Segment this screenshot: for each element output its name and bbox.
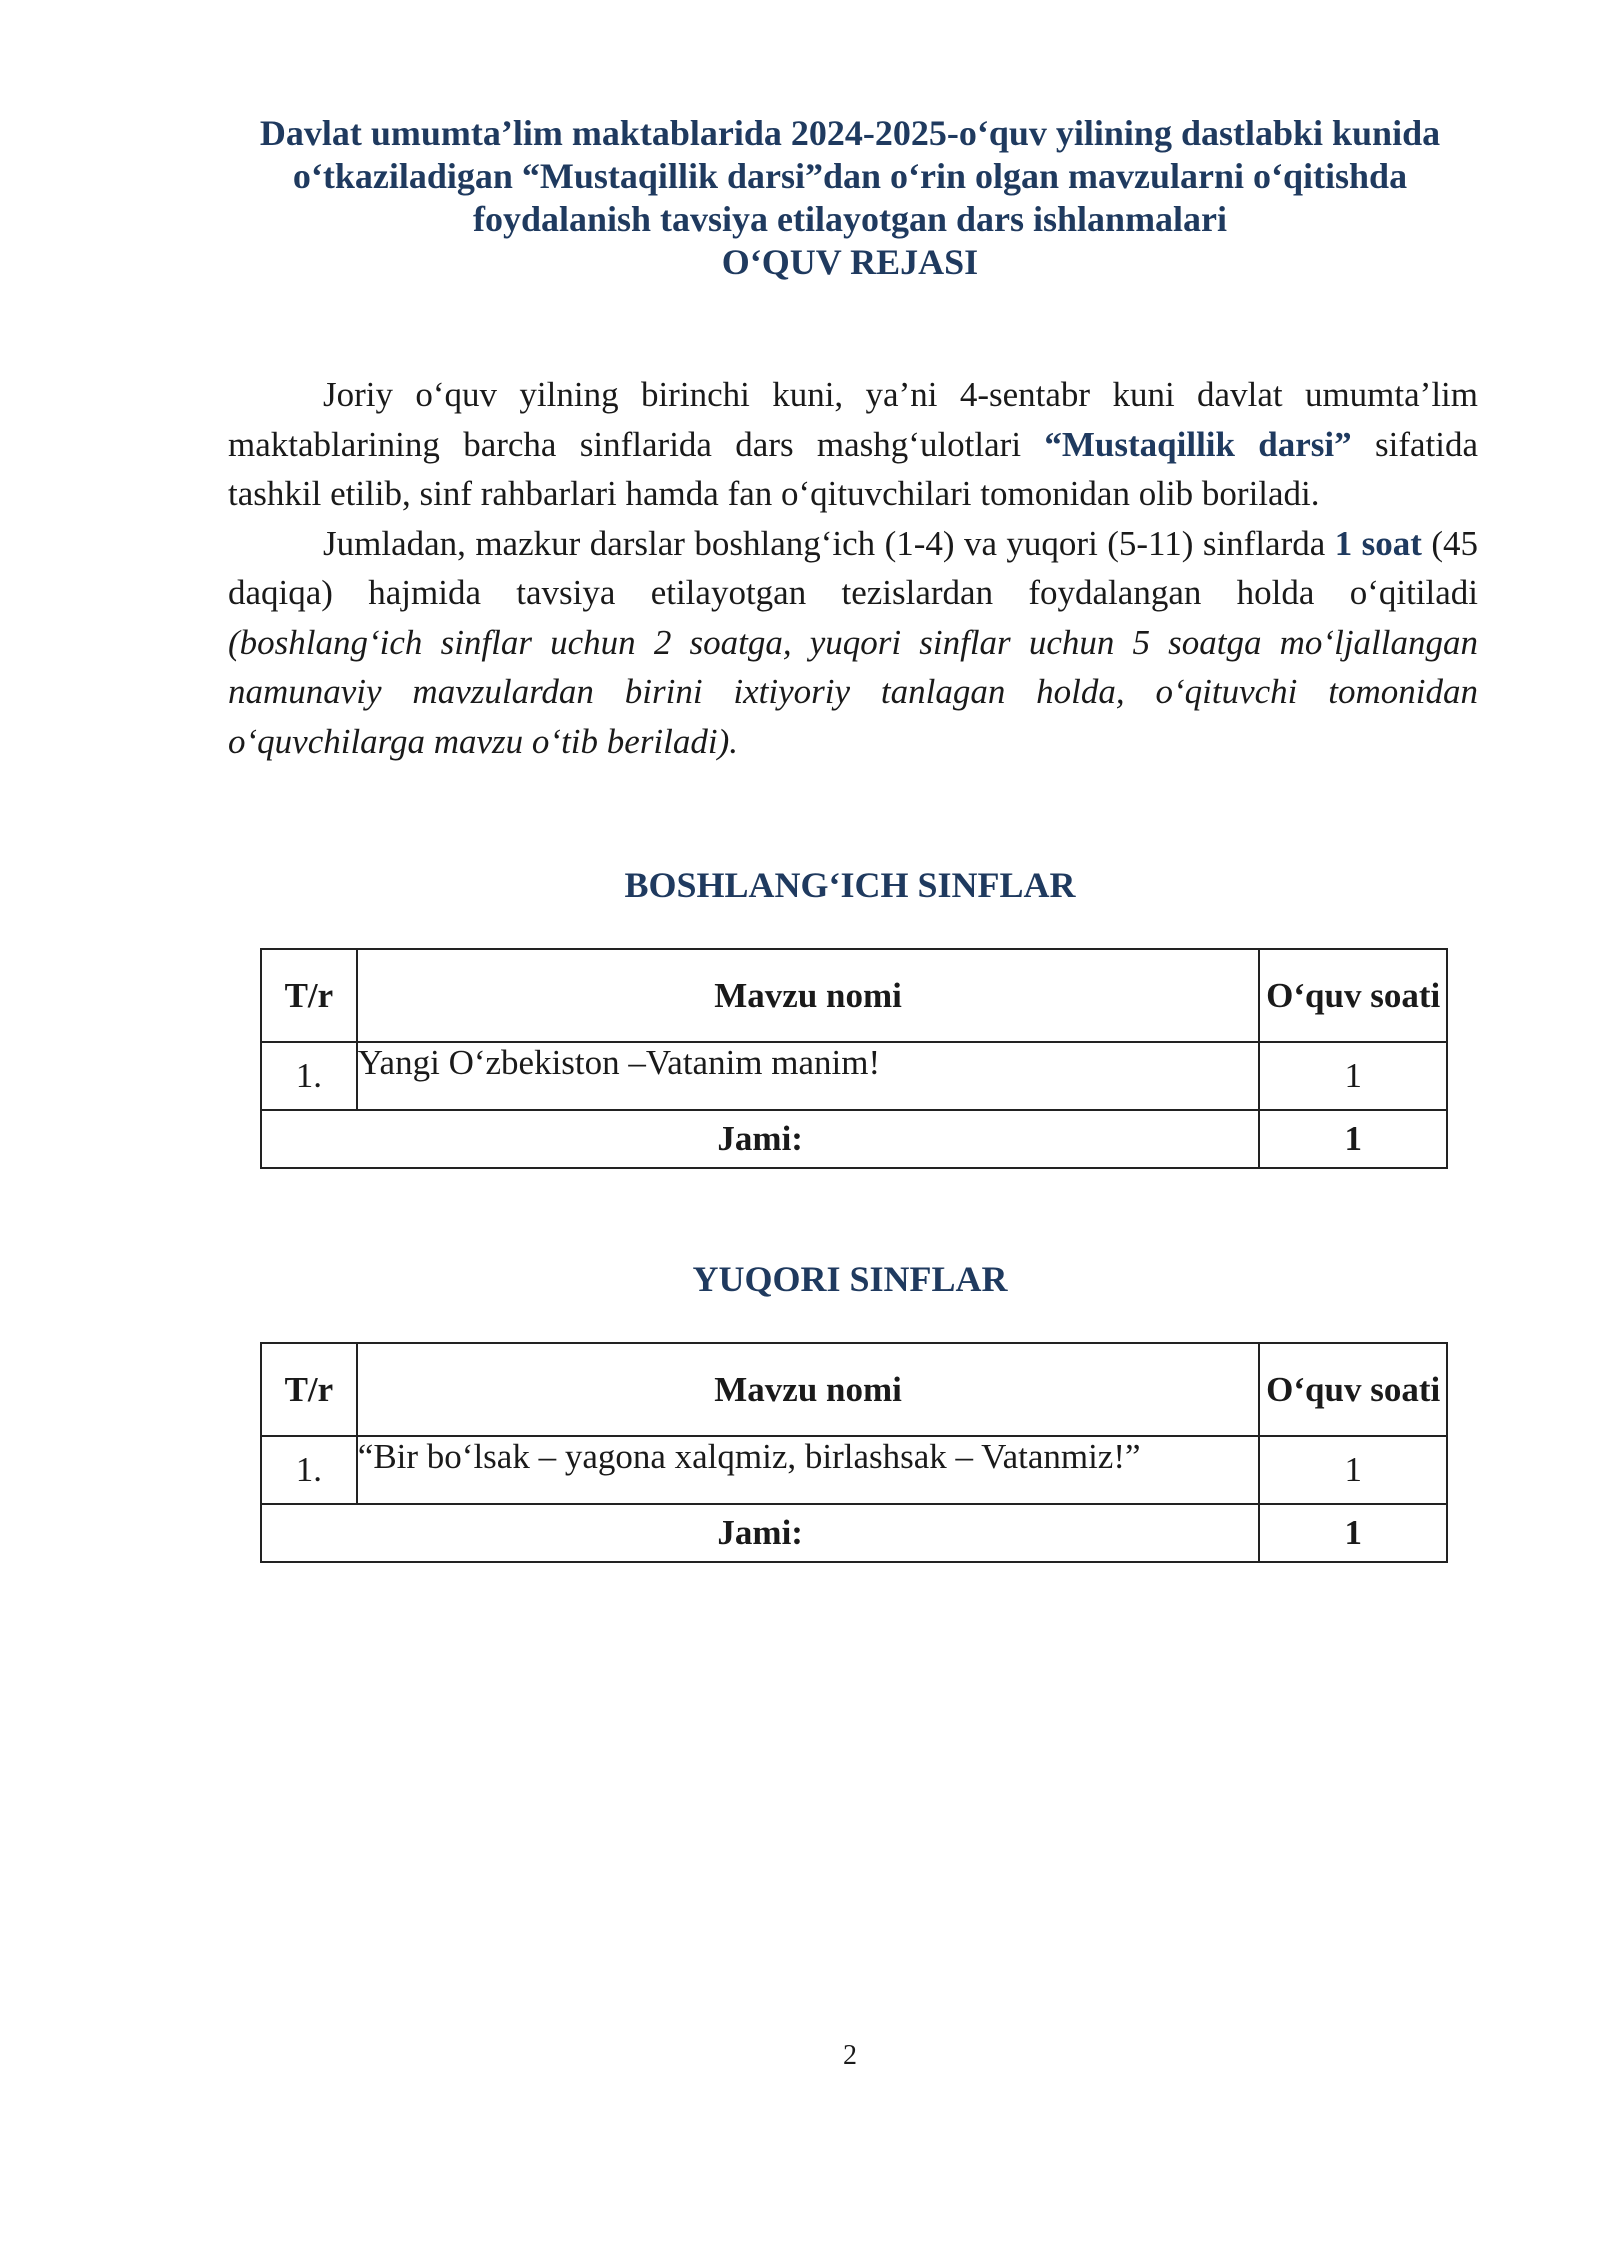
title-line-1: Davlat umumta’lim maktablarida 2024-2025-o‘quv yilining dastlabki kunida (259, 113, 1441, 153)
total-value: 1 (1259, 1504, 1447, 1562)
table-header-row (261, 1343, 1447, 1436)
secondary-plan-table (260, 1342, 1448, 1563)
table-row (261, 1042, 1447, 1110)
intro-p2-highlight: 1 soat (1334, 523, 1422, 563)
intro-p2-text-b: (45 daqiqa) hajmida tavsiya etilayotgan tezislardan foydalangan holda o‘qitiladi (228, 523, 1479, 612)
row-number: 1. (261, 1436, 357, 1504)
table-total-row (261, 1110, 1447, 1168)
intro-p1-text-a: Joriy o‘quv yilning birinchi kuni, ya’ni 4-sentabr kuni davlat umumta’lim maktablarining barcha sinflarida dars mashg‘ulotlari (228, 375, 1478, 464)
row-hours: 1 (1259, 1436, 1447, 1504)
title-line-4: O‘QUV REJASI (721, 242, 979, 282)
page-number: 2 (843, 2040, 857, 2071)
total-label: Jami: (261, 1504, 1259, 1562)
intro-paragraph-1 (228, 370, 1478, 519)
intro-p2-text-a: Jumladan, mazkur darslar boshlang‘ich (1-4) va yuqori (5-11) sinflarda (323, 523, 1335, 563)
column-header-number: T/r (261, 949, 357, 1042)
row-topic: Yangi O‘zbekiston –Vatanim manim! (357, 1042, 1260, 1110)
intro-p1-highlight: “Mustaqillik darsi” (1044, 424, 1352, 464)
total-value: 1 (1259, 1110, 1447, 1168)
primary-plan-table (260, 948, 1448, 1169)
column-header-number: T/r (261, 1343, 357, 1436)
primary-section-heading: BOSHLANG‘ICH SINFLAR (624, 865, 1076, 905)
table-header-row (261, 949, 1447, 1042)
secondary-section-heading: YUQORI SINFLAR (692, 1259, 1008, 1299)
total-label: Jami: (261, 1110, 1259, 1168)
column-header-topic: Mavzu nomi (357, 1343, 1260, 1436)
column-header-hours: O‘quv soati (1259, 949, 1447, 1042)
intro-paragraph-2 (228, 519, 1478, 767)
column-header-hours: O‘quv soati (1259, 1343, 1447, 1436)
table-row (261, 1436, 1447, 1504)
column-header-topic: Mavzu nomi (357, 949, 1260, 1042)
row-number: 1. (261, 1042, 357, 1110)
row-topic: “Bir bo‘lsak – yagona xalqmiz, birlashsak – Vatanmiz!” (357, 1436, 1260, 1504)
row-hours: 1 (1259, 1042, 1447, 1110)
title-line-3: foydalanish tavsiya etilayotgan dars ishlanmalari (472, 199, 1228, 239)
document-title (200, 112, 1500, 284)
title-line-2: o‘tkaziladigan “Mustaqillik darsi”dan o‘rin olgan mavzularni o‘qitishda (292, 156, 1408, 196)
intro-p2-italic: (boshlang‘ich sinflar uchun 2 soatga, yuqori sinflar uchun 5 soatga mo‘ljallangan namunaviy mavzulardan birini ixtiyoriy tanlagan holda, o‘qituvchi tomonidan o‘quvchilarga mavzu o‘tib beriladi). (228, 622, 1478, 761)
table-total-row (261, 1504, 1447, 1562)
intro-p1-text-b: sifatida tashkil etilib, sinf rahbarlari hamda fan o‘qituvchilari tomonidan olib boriladi. (228, 424, 1478, 513)
intro-text (228, 370, 1478, 766)
